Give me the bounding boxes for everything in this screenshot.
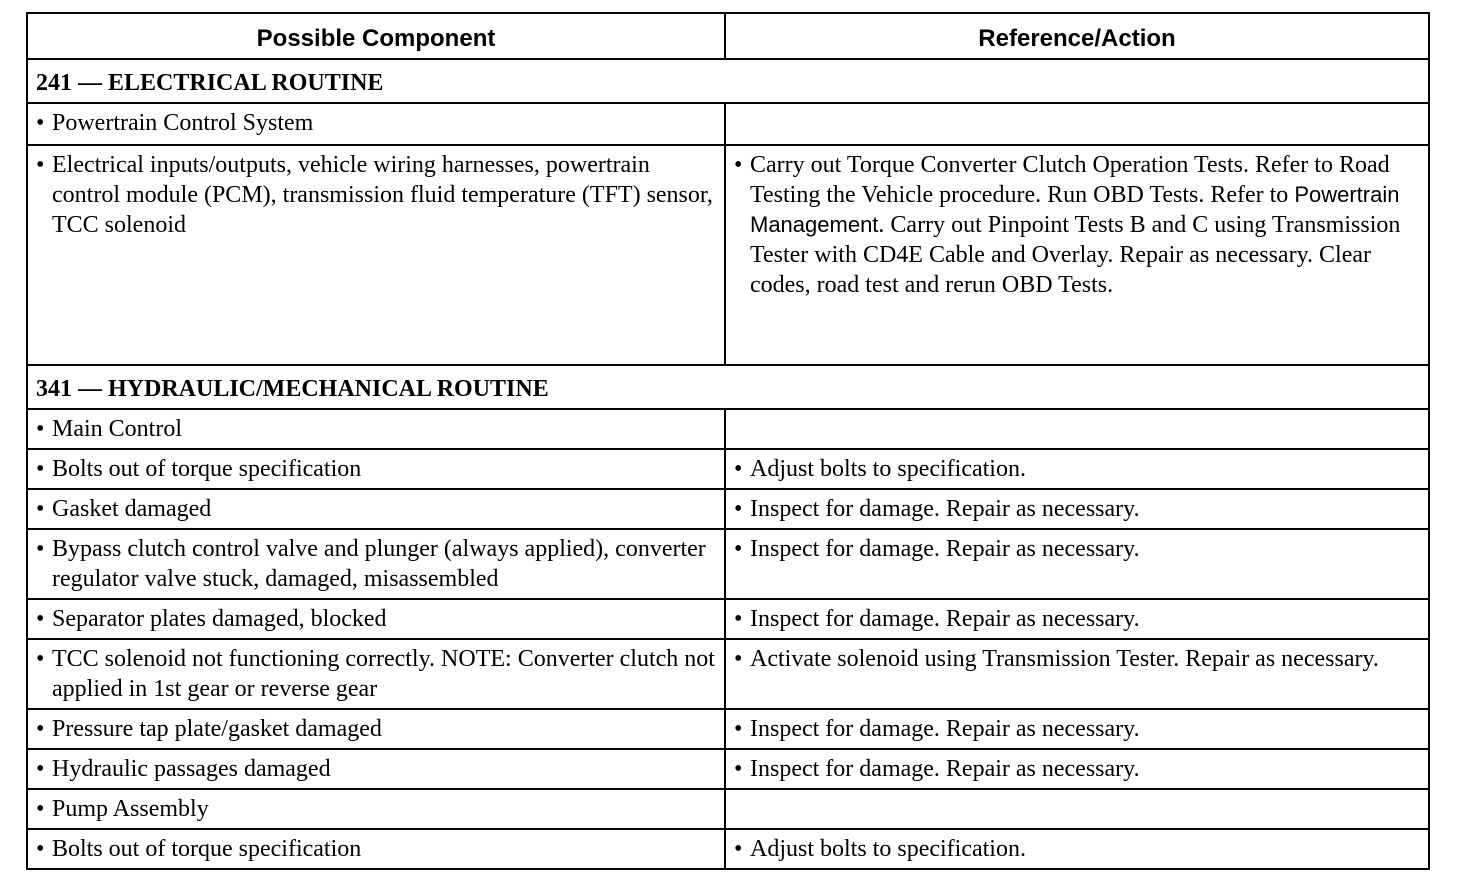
component-cell — [27, 449, 725, 489]
component-cell — [27, 639, 725, 709]
component-text: Gasket damaged — [52, 496, 212, 522]
action-text-continued: . Carry out Pinpoint Tests B and C using Transmission Tester with CD4E Cable and Overlay. Repair as necessary. Clear codes, road test and rerun OBD Tests. — [750, 212, 1401, 298]
component-text: Bypass clutch control valve and plunger (always applied), converter regulator valve stuck, damaged, misassembled — [52, 536, 706, 592]
component-text: Pump Assembly — [52, 796, 209, 822]
bullet-icon: • — [36, 456, 45, 482]
bullet-icon: • — [36, 646, 45, 672]
bullet-icon: • — [36, 796, 45, 822]
bullet-icon: • — [734, 496, 743, 522]
component-text: Bolts out of torque specification — [52, 836, 362, 862]
component-text: Pressure tap plate/gasket damaged — [52, 716, 382, 742]
header-reference-action: Reference/Action — [725, 13, 1429, 59]
bullet-icon: • — [36, 110, 45, 136]
bullet-icon: • — [734, 646, 743, 672]
component-cell — [27, 749, 725, 789]
component-text: Electrical inputs/outputs, vehicle wiring harnesses, powertrain control module (PCM), transmission fluid temperature (TFT) sensor, TCC solenoid — [52, 152, 713, 238]
action-cell — [725, 529, 1429, 599]
bullet-icon: • — [734, 836, 743, 862]
bullet-icon: • — [36, 536, 45, 562]
section-header-electrical — [27, 59, 1429, 103]
section-title: 341 — HYDRAULIC/MECHANICAL ROUTINE — [27, 365, 1429, 409]
bullet-icon: • — [734, 716, 743, 742]
diagnostic-table — [26, 12, 1430, 870]
action-cell — [725, 489, 1429, 529]
bullet-icon: • — [734, 152, 743, 178]
action-text: Adjust bolts to specification. — [750, 836, 1026, 862]
action-cell — [725, 449, 1429, 489]
table-row — [27, 829, 1429, 869]
action-text: Inspect for damage. Repair as necessary. — [750, 606, 1140, 632]
table-row — [27, 489, 1429, 529]
table-row — [27, 789, 1429, 829]
component-cell — [27, 599, 725, 639]
action-text: Carry out Torque Converter Clutch Operation Tests. Refer to Road Testing the Vehicle procedure. Run OBD Tests. Refer to — [750, 152, 1390, 208]
header-component: Possible Component — [27, 13, 725, 59]
bullet-icon: • — [36, 496, 45, 522]
action-text: Inspect for damage. Repair as necessary. — [750, 756, 1140, 782]
action-cell — [725, 599, 1429, 639]
action-cell — [725, 103, 1429, 145]
component-cell — [27, 103, 725, 145]
section-title: 241 — ELECTRICAL ROUTINE — [27, 59, 1429, 103]
action-cell — [725, 639, 1429, 709]
action-cell — [725, 709, 1429, 749]
bullet-icon: • — [36, 606, 45, 632]
action-cell — [725, 145, 1429, 365]
component-cell — [27, 829, 725, 869]
component-text: Powertrain Control System — [52, 110, 314, 136]
bullet-icon: • — [36, 836, 45, 862]
action-text: Inspect for damage. Repair as necessary. — [750, 496, 1140, 522]
component-text: Hydraulic passages damaged — [52, 756, 331, 782]
component-text: TCC solenoid not functioning correctly. NOTE: Converter clutch not applied in 1st gear or reverse gear — [52, 646, 715, 702]
bullet-icon: • — [36, 416, 45, 442]
action-cell — [725, 789, 1429, 829]
action-text: Adjust bolts to specification. — [750, 456, 1026, 482]
table-row — [27, 529, 1429, 599]
component-cell — [27, 789, 725, 829]
component-text: Main Control — [52, 416, 182, 442]
table-row — [27, 639, 1429, 709]
bullet-icon: • — [734, 456, 743, 482]
component-cell — [27, 709, 725, 749]
bullet-icon: • — [36, 716, 45, 742]
bullet-icon: • — [734, 756, 743, 782]
action-cell — [725, 409, 1429, 449]
component-cell — [27, 529, 725, 599]
component-text: Separator plates damaged, blocked — [52, 606, 387, 632]
component-cell — [27, 145, 725, 365]
reference-powertrain-management: Powertrain Management — [750, 182, 1400, 237]
section-header-hydraulic-mechanical — [27, 365, 1429, 409]
table-row — [27, 103, 1429, 145]
component-cell — [27, 409, 725, 449]
action-cell — [725, 749, 1429, 789]
table-row — [27, 449, 1429, 489]
table-row — [27, 749, 1429, 789]
component-cell — [27, 489, 725, 529]
action-text: Inspect for damage. Repair as necessary. — [750, 536, 1140, 562]
action-text: Inspect for damage. Repair as necessary. — [750, 716, 1140, 742]
table-row — [27, 145, 1429, 365]
bullet-icon: • — [36, 756, 45, 782]
bullet-icon: • — [734, 536, 743, 562]
header-row — [27, 13, 1429, 59]
table-row — [27, 709, 1429, 749]
action-cell — [725, 829, 1429, 869]
component-text: Bolts out of torque specification — [52, 456, 362, 482]
table-row — [27, 409, 1429, 449]
bullet-icon: • — [36, 152, 45, 178]
table-row — [27, 599, 1429, 639]
action-text: Activate solenoid using Transmission Tester. Repair as necessary. — [750, 646, 1379, 672]
bullet-icon: • — [734, 606, 743, 632]
